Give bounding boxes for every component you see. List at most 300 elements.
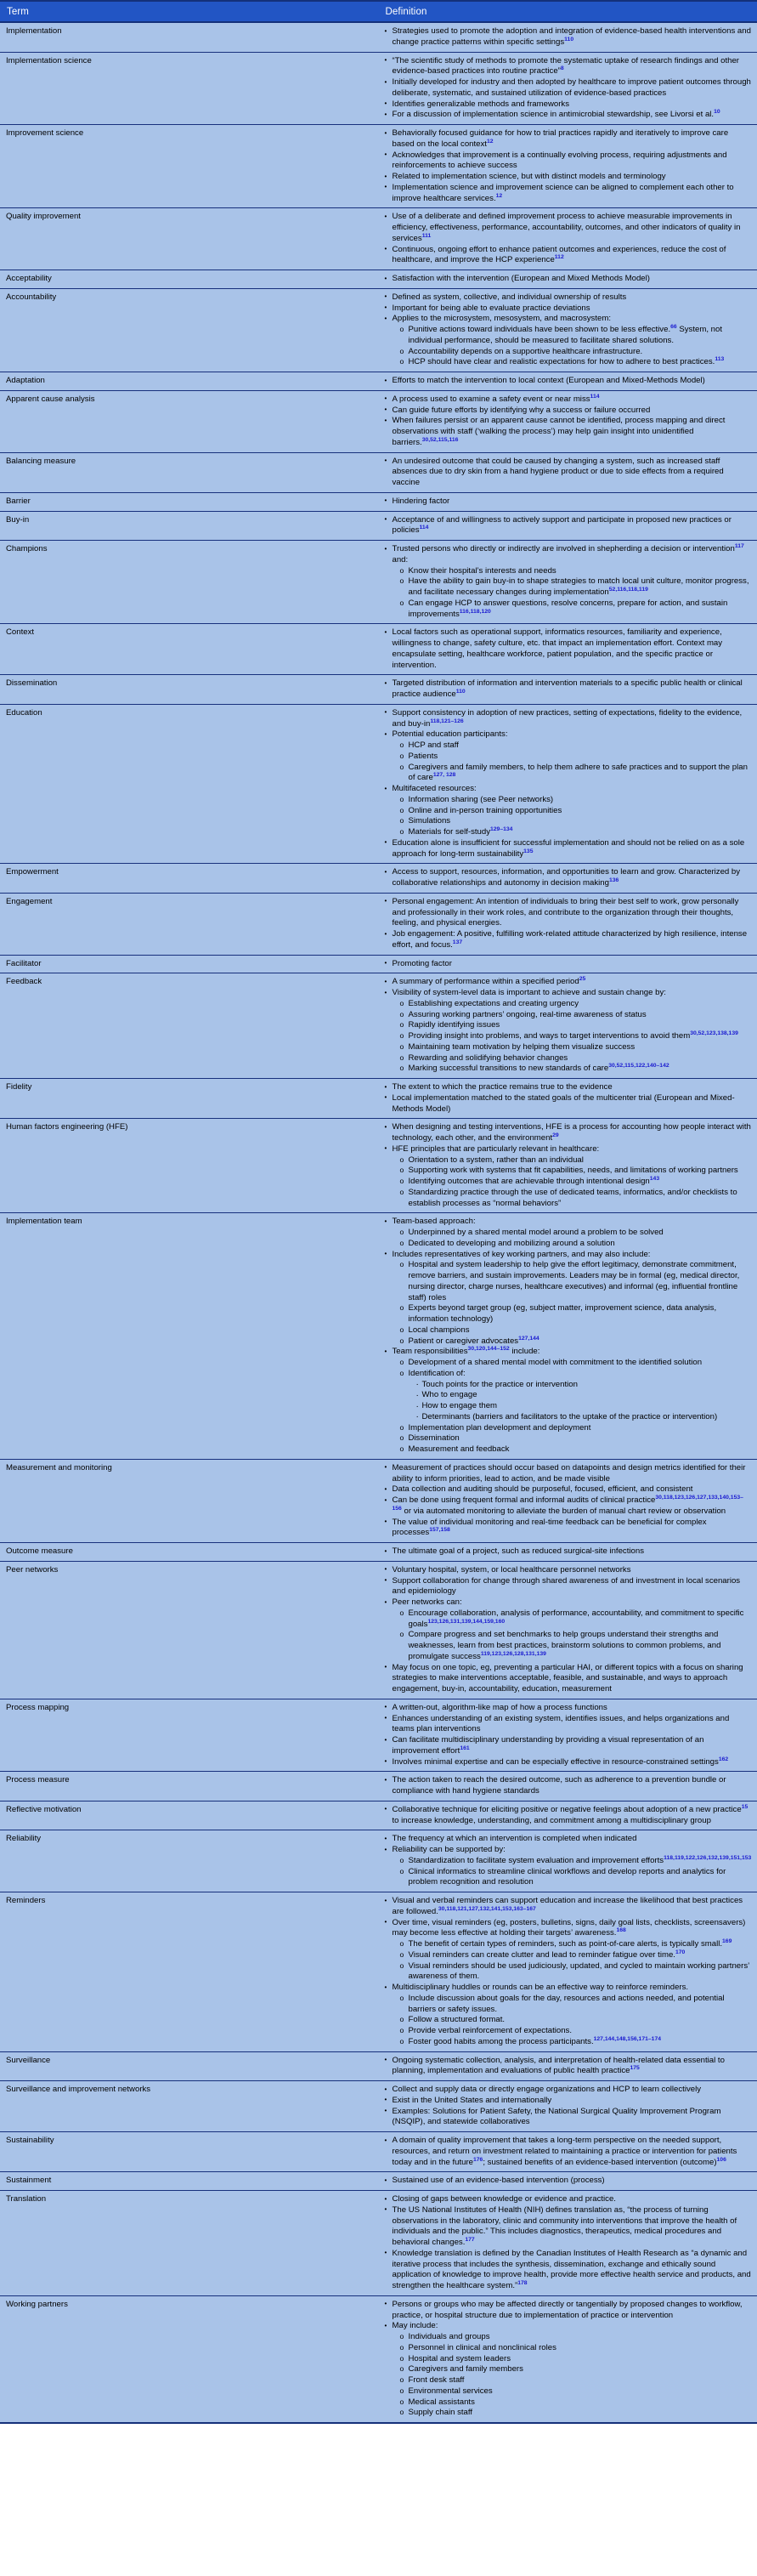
reference-superscript: 111 [421, 232, 432, 239]
definition-list [385, 292, 753, 368]
table-row [0, 2172, 757, 2191]
bullet-text-continued: include: [509, 1347, 540, 1357]
reference-superscript: 127,144 [518, 1335, 540, 1342]
definition-sublist [400, 1358, 753, 1455]
table-row [0, 125, 757, 208]
definition-bullet [385, 1845, 753, 1888]
reference-superscript: 12 [486, 138, 494, 145]
bullet-text: Punitive actions toward individuals have been shown to be less effective. [408, 325, 671, 334]
definition-bullet [385, 2085, 753, 2096]
bullet-text: Team-based approach: [392, 1217, 476, 1227]
bullet-text: Identification of: [408, 1368, 466, 1378]
definition-cell [379, 452, 757, 492]
definition-bullet [385, 1144, 753, 1210]
definition-list [385, 212, 753, 266]
term-cell [0, 52, 379, 125]
term-label: Human factors engineering (HFE) [6, 1122, 128, 1132]
term-cell [0, 390, 379, 452]
term-cell [0, 1561, 379, 1699]
reference-superscript: 12 [495, 192, 503, 199]
definition-bullet [385, 212, 753, 244]
definition-bullet [400, 1064, 753, 1075]
definition-list [385, 544, 753, 620]
reference-superscript: 30,118,121,127,132,141,153,163–167 [438, 1905, 536, 1912]
definition-sublist [400, 325, 753, 368]
table-row [0, 270, 757, 289]
definition-bullet [400, 999, 753, 1010]
definition-bullet [385, 150, 753, 173]
term-cell [0, 1699, 379, 1772]
bullet-text: The value of individual monitoring and real-time feedback can be beneficial for complex processes [392, 1517, 707, 1538]
definition-cell [379, 2295, 757, 2423]
bullet-text: The action taken to reach the desired outcome, such as adherence to a prevention bundle or compliance with hand hygiene standards [392, 1775, 726, 1796]
bullet-text: For a discussion of implementation science in antimicrobial stewardship, see Livorsi et al. [392, 110, 715, 120]
bullet-text: Can facilitate multidisciplinary understanding by providing a visual representation of an improvement effort [392, 1735, 704, 1756]
term-label: Sustainability [6, 2136, 54, 2145]
term-label: Quality improvement [6, 212, 81, 222]
bullet-text: Individuals and groups [408, 2332, 490, 2341]
bullet-text: Personnel in clinical and nonclinical roles [408, 2342, 556, 2352]
term-label: Balancing measure [6, 456, 76, 466]
bullet-text: Acknowledges that improvement is a continually evolving process, requiring adjustments and reinforcements to achieve success [392, 150, 727, 171]
definition-bullet [415, 1380, 753, 1391]
bullet-text: A process used to examine a safety event or near miss [392, 394, 590, 404]
bullet-text: Local champions [408, 1325, 470, 1335]
definition-list [385, 2085, 753, 2128]
table-row [0, 52, 757, 125]
bullet-text: Support consistency in adoption of new practices, setting of expectations, fidelity to the evidence, and buy-in [392, 707, 743, 729]
definition-bullet [400, 1177, 753, 1188]
definition-list [385, 376, 753, 387]
definition-bullet [400, 1630, 753, 1662]
bullet-text: The extent to which the practice remains true to the evidence [392, 1082, 613, 1092]
term-label: Implementation [6, 26, 62, 36]
term-cell [0, 541, 379, 624]
definition-bullet [385, 1576, 753, 1598]
bullet-text: Personal engagement: An intention of individuals to bring their best self to work, grow personally and professionally in their work roles, and contribute to the organization through their thoughts, feeling, and physical energies. [392, 896, 739, 928]
table-body [0, 22, 757, 2423]
bullet-text: The benefit of certain types of reminders, such as point-of-care alerts, is typically small. [408, 1939, 723, 1949]
definition-cell [379, 492, 757, 511]
definition-cell [379, 125, 757, 208]
definition-cell [379, 2081, 757, 2132]
definition-bullet [400, 1166, 753, 1177]
definition-cell [379, 1892, 757, 2052]
bullet-text: Involves minimal expertise and can be especially effective in resource-constrained settings [392, 1756, 719, 1767]
term-cell [0, 288, 379, 372]
reference-superscript: 8 [560, 65, 564, 72]
reference-superscript: 123,126,131,139,144,159,160 [427, 1618, 506, 1625]
bullet-text: Visual reminders should be used judiciously, updated, and cycled to maintain working partners’ awareness of them. [408, 1960, 749, 1982]
definition-bullet [385, 988, 753, 1075]
reference-superscript: 178 [517, 2279, 528, 2286]
definition-sublist [400, 1260, 753, 1347]
bullet-text: Related to implementation science, but with distinct models and terminology [392, 172, 666, 181]
definition-bullet [385, 406, 753, 417]
bullet-text: Sustained use of an evidence-based intervention (process) [392, 2176, 605, 2186]
definition-bullet [400, 795, 753, 806]
term-label: Implementation science [6, 55, 92, 65]
table-row [0, 675, 757, 705]
definition-bullet [385, 183, 753, 205]
bullet-text: Implementation science and improvement science can be aligned to complement each other to improve healthcare services. [392, 182, 734, 203]
definition-bullet [385, 708, 753, 730]
bullet-text: Important for being able to evaluate practice deviations [392, 303, 590, 313]
table-row [0, 541, 757, 624]
definition-cell [379, 624, 757, 675]
reference-superscript: 127, 128 [432, 772, 456, 779]
bullet-text: Accountability depends on a supportive healthcare infrastructure. [408, 346, 643, 356]
bullet-text: Experts beyond target group (eg, subject matter, improvement science, data analysis, information technology) [408, 1303, 717, 1324]
definition-bullet [400, 1042, 753, 1053]
definition-list [385, 1217, 753, 1455]
reference-superscript: 25 [579, 976, 586, 983]
term-label: Acceptability [6, 274, 52, 283]
term-label: Reliability [6, 1834, 42, 1844]
definition-bullet [400, 1053, 753, 1064]
term-cell [0, 675, 379, 705]
definition-bullet [400, 2026, 753, 2037]
bullet-text: Compare progress and set benchmarks to help groups understand their strengths and weaknesses, learn from best practices, brainstorm solutions to common problems, and promulgate success [408, 1630, 721, 1661]
bullet-text-continued: or via automated monitoring to alleviate the burden of manual chart review or observation [401, 1506, 726, 1516]
bullet-text: Measurement of practices should occur based on datapoints and design metrics identified for their ability to inform priorities, lead to action, and be made visible [392, 1462, 746, 1484]
definition-list [385, 1703, 753, 1768]
term-cell [0, 2081, 379, 2132]
definition-list [385, 897, 753, 951]
term-cell [0, 492, 379, 511]
definition-bullet [385, 1597, 753, 1663]
term-label: Sustainment [6, 2176, 52, 2186]
table-row [0, 1561, 757, 1699]
reference-superscript: 30,118,123,126,127,133,140,153–156 [392, 1494, 743, 1512]
bullet-text: Supply chain staff [408, 2408, 473, 2418]
bullet-text: A domain of quality improvement that takes a long-term perspective on the needed support, resources, and return on investment related to maintaining a practice or intervention for patients today and in the future [392, 2136, 737, 2167]
reference-superscript: 106 [716, 2156, 726, 2163]
term-label: Facilitator [6, 958, 42, 968]
reference-superscript: 112 [554, 254, 564, 261]
definition-list [385, 977, 753, 1075]
bullet-text: Hospital and system leadership to help give the effort legitimacy, demonstrate commitment, remove barriers, and sustain improvements. Leaders may be in formal (eg, medical director, nursing director, charge nurses, healthcare executives) and informal (eg, influential frontline staff) roles [408, 1260, 740, 1302]
table-row [0, 624, 757, 675]
definition-bullet [385, 867, 753, 889]
definition-bullet [400, 752, 753, 763]
bullet-text: The frequency at which an intervention is completed when indicated [392, 1834, 637, 1844]
table-row [0, 2051, 757, 2081]
term-label: Reflective motivation [6, 1804, 82, 1814]
definition-bullet [400, 2015, 753, 2026]
term-label: Implementation team [6, 1217, 82, 1227]
definition-bullet [385, 2176, 753, 2187]
definition-bullet [400, 1325, 753, 1336]
bullet-text: When designing and testing interventions, HFE is a process for accounting how people interact with technology, each other, and the environment [392, 1122, 751, 1143]
definition-list [385, 496, 753, 508]
definition-bullet [400, 1303, 753, 1325]
definition-cell [379, 270, 757, 289]
definition-cell [379, 973, 757, 1079]
definition-sublist [400, 1994, 753, 2048]
definition-bullet [385, 1463, 753, 1485]
bullet-text: Patient or caregiver advocates [408, 1336, 519, 1346]
definition-bullet [400, 566, 753, 577]
definition-bullet [400, 827, 753, 838]
bullet-text: Implementation plan development and deployment [408, 1422, 591, 1433]
definition-bullet [385, 627, 753, 671]
term-label: Dissemination [6, 678, 58, 689]
definition-bullet [400, 1260, 753, 1303]
definition-sublist [400, 1155, 753, 1210]
definition-sublist [400, 1609, 753, 1663]
definition-cell [379, 390, 757, 452]
definition-bullet [415, 1401, 753, 1412]
bullet-text: Visual reminders can create clutter and lead to reminder fatigue over time. [408, 1949, 675, 1960]
term-cell [0, 1543, 379, 1562]
definition-list [385, 1834, 753, 1888]
bullet-text: Orientation to a system, rather than an individual [408, 1155, 584, 1165]
term-label: Adaptation [6, 376, 45, 385]
bullet-text: Visual and verbal reminders can support education and increase the likelihood that best practices are followed. [392, 1896, 743, 1916]
bullet-text: Know their hospital’s interests and needs [408, 565, 556, 576]
reference-superscript: 117 [734, 542, 744, 549]
definition-list [385, 274, 753, 285]
term-cell [0, 22, 379, 52]
definition-bullet [400, 1188, 753, 1210]
definition-bullet [400, 1939, 753, 1950]
bullet-text: Acceptance of and willingness to actively support and participate in proposed new practices or policies [392, 514, 732, 536]
definition-list [385, 1546, 753, 1558]
definition-bullet [400, 1336, 753, 1348]
bullet-text: Team responsibilities [392, 1347, 468, 1357]
definition-list [385, 627, 753, 671]
bullet-text: An undesired outcome that could be caused by changing a system, such as increased staff absences due to dry skin from a hand hygiene product or due to side effects from a required vaccine [392, 456, 724, 487]
reference-superscript: 129–134 [490, 826, 513, 832]
definition-bullet [385, 2107, 753, 2129]
bullet-text-continued: ; sustained benefits of an evidence-based intervention (outcome) [483, 2157, 717, 2167]
definition-bullet [385, 110, 753, 121]
bullet-text: Support collaboration for change through shared awareness of and investment in local scenarios and epidemiology [392, 1575, 741, 1597]
definition-bullet [385, 897, 753, 929]
table-row [0, 1772, 757, 1801]
bullet-text: Efforts to match the intervention to local context (European and Mixed-Methods Model) [392, 376, 705, 385]
definition-bullet [400, 816, 753, 827]
reference-superscript: 136 [608, 877, 619, 883]
reference-superscript: 15 [741, 1803, 749, 1810]
bullet-text: Visibility of system-level data is important to achieve and sustain change by: [392, 988, 666, 997]
definition-bullet [385, 172, 753, 183]
definition-bullet [385, 977, 753, 988]
definition-bullet [400, 1961, 753, 1983]
definition-bullet [385, 2096, 753, 2107]
definition-bullet [385, 1805, 753, 1827]
term-cell [0, 1892, 379, 2052]
bullet-text: Identifies generalizable methods and frameworks [392, 99, 570, 109]
definition-bullet [385, 1735, 753, 1757]
definition-bullet [400, 1369, 753, 1423]
definition-bullet [385, 1250, 753, 1348]
term-label: Empowerment [6, 867, 59, 877]
bullet-text: Who to engage [421, 1390, 477, 1400]
table-row [0, 2191, 757, 2296]
bullet-text: Peer networks can: [392, 1597, 462, 1607]
definition-bullet [385, 2249, 753, 2292]
header-row [0, 1, 757, 22]
definition-list [385, 26, 753, 48]
definition-list [385, 1775, 753, 1797]
definition-bullet [385, 678, 753, 701]
table-row [0, 372, 757, 391]
reference-superscript: 127,144,148,156,171–174 [593, 2035, 662, 2042]
bullet-text: Collaborative technique for eliciting positive or negative feelings about adoption of a new practice [392, 1804, 742, 1814]
definition-list [385, 1565, 753, 1695]
bullet-text: Collect and supply data or directly engage organizations and HCP to learn collectively [392, 2085, 702, 2094]
bullet-text: Dissemination [408, 1433, 460, 1444]
bullet-text: Medical assistants [408, 2397, 475, 2407]
definition-cell [379, 541, 757, 624]
definition-bullet [400, 1609, 753, 1631]
term-cell [0, 893, 379, 955]
definition-bullet [400, 2386, 753, 2397]
bullet-text: Strategies used to promote the adoption and integration of evidence-based health interventions and change practice patterns within specific settings [392, 26, 751, 47]
bullet-text: Satisfaction with the intervention (European and Mixed Methods Model) [392, 274, 650, 283]
reference-superscript: 143 [649, 1175, 660, 1182]
table-row [0, 1119, 757, 1213]
definition-cell [379, 864, 757, 894]
definition-cell [379, 1801, 757, 1830]
bullet-text: Data collection and auditing should be purposeful, focused, efficient, and consistent [392, 1484, 693, 1495]
reference-superscript: 114 [590, 393, 600, 400]
table-row [0, 22, 757, 52]
bullet-text: Can guide future efforts by identifying why a success or failure occurred [392, 405, 651, 415]
definition-bullet [400, 1950, 753, 1961]
definition-bullet [385, 2205, 753, 2249]
table-row [0, 390, 757, 452]
bullet-text: May include: [392, 2321, 438, 2331]
definition-cell [379, 2051, 757, 2081]
definition-bullet [385, 304, 753, 315]
definition-bullet [385, 2056, 753, 2078]
table-row [0, 2295, 757, 2423]
bullet-text: May focus on one topic, eg, preventing a particular HAI, or different topics with a focus on sharing strategies to make interventions acceptable, feasible, and sustainable, and ways to approach engagement, buy-in, accountability, education, measurement [392, 1662, 743, 1694]
bullet-text: Promoting factor [392, 958, 452, 968]
bullet-text: Multifaceted resources: [392, 784, 477, 793]
bullet-text: Marking successful transitions to new standards of care [408, 1064, 609, 1074]
definition-bullet [385, 26, 753, 48]
bullet-text: Continuous, ongoing effort to enhance patient outcomes and experiences, reduce the cost of healthcare, and improve the HCP experience [392, 244, 726, 265]
definition-list [385, 1896, 753, 2048]
definition-cell [379, 1543, 757, 1562]
definition-sublist [400, 1939, 753, 1983]
reference-superscript: 175 [630, 2065, 640, 2072]
term-cell [0, 125, 379, 208]
bullet-text: Encourage collaboration, analysis of performance, accountability, and commitment to specific goals [408, 1608, 744, 1629]
definition-bullet [400, 806, 753, 817]
definition-bullet [400, 325, 753, 347]
reference-superscript: 162 [718, 1756, 729, 1762]
term-cell [0, 208, 379, 270]
definition-bullet [400, 1155, 753, 1166]
bullet-text: Simulations [408, 816, 451, 826]
definition-sublist [400, 1856, 753, 1888]
bullet-text: When failures persist or an apparent cause cannot be identified, process mapping and direct observations with staff (‘walking the process’) may help gain insight into unidentified barriers. [392, 416, 726, 447]
definition-list [385, 2136, 753, 2168]
bullet-text: Development of a shared mental model with commitment to the identified solution [408, 1358, 703, 1367]
bullet-text: Caregivers and family members, to help them adhere to safe practices and to support the plan of care [408, 762, 748, 783]
bullet-text: Persons or groups who may be affected directly or tangentially by proposed changes to workflow, practice, or hospital structure due to implementation of practice or intervention [392, 2299, 743, 2320]
term-label: Surveillance [6, 2055, 51, 2065]
definition-bullet [385, 1495, 753, 1518]
definition-list [385, 2300, 753, 2419]
definition-cell [379, 1772, 757, 1801]
definition-cell [379, 2191, 757, 2296]
table-header [0, 1, 757, 22]
reference-superscript: 177 [465, 2236, 475, 2243]
bullet-text: Include discussion about goals for the day, resources and actions needed, and potential barriers or safety issues. [408, 1993, 725, 2014]
reference-superscript: 119,123,126,128,131,139 [480, 1650, 546, 1657]
definition-cell [379, 52, 757, 125]
definition-list [385, 678, 753, 701]
term-label: Barrier [6, 496, 31, 506]
definition-bullet [385, 1518, 753, 1540]
term-cell [0, 1830, 379, 1892]
bullet-text: Providing insight into problems, and ways to target interventions to avoid them [408, 1031, 691, 1041]
reference-superscript: 135 [523, 848, 534, 854]
definition-cell [379, 675, 757, 705]
term-cell [0, 452, 379, 492]
definition-bullet [385, 496, 753, 508]
table-row [0, 2132, 757, 2172]
definition-bullet [400, 1433, 753, 1444]
term-cell [0, 270, 379, 289]
bullet-text: Maintaining team motivation by helping them visualize success [408, 1041, 636, 1052]
table-row [0, 955, 757, 973]
term-cell [0, 1459, 379, 1542]
definition-bullet [400, 2343, 753, 2354]
table-row [0, 864, 757, 894]
definition-bullet [400, 1228, 753, 1239]
definition-bullet [385, 314, 753, 368]
term-label: Education [6, 707, 42, 718]
definition-sublist [400, 566, 753, 621]
table-row [0, 288, 757, 372]
table-row [0, 1459, 757, 1542]
term-label: Reminders [6, 1896, 46, 1905]
bullet-text: Voluntary hospital, system, or local healthcare personnel networks [392, 1564, 631, 1575]
bullet-text: Over time, visual reminders (eg, posters, bulletins, signs, daily goal lists, checklists, screensavers) may become less effective at holding their targets’ awareness. [392, 1917, 746, 1938]
definition-list [385, 2194, 753, 2292]
definition-list [385, 394, 753, 449]
definition-cell [379, 893, 757, 955]
term-label: Peer networks [6, 1564, 59, 1575]
bullet-text: Caregivers and family members [408, 2364, 523, 2375]
bullet-text: Dedicated to developing and mobilizing around a solution [408, 1238, 615, 1248]
definition-bullet [400, 2375, 753, 2386]
definition-bullet [400, 1010, 753, 1021]
definition-bullet [415, 1390, 753, 1401]
definition-subsublist [415, 1380, 753, 1423]
definition-list [385, 2176, 753, 2187]
bullet-text: Hospital and system leaders [408, 2353, 511, 2363]
term-label: Feedback [6, 977, 42, 987]
definition-cell [379, 288, 757, 372]
bullet-text: Assuring working partners’ ongoing, real-time awareness of status [408, 1009, 647, 1019]
bullet-text-continued: and: [392, 554, 409, 565]
definition-list [385, 1805, 753, 1827]
definition-bullet [400, 2354, 753, 2365]
bullet-text-continued: System, not individual performance, should be measured to facilitate shared solutions. [408, 325, 722, 345]
definition-bullet [385, 544, 753, 620]
definition-bullet [385, 784, 753, 838]
definition-bullet [400, 2408, 753, 2419]
bullet-text: Exist in the United States and internationally [392, 2095, 552, 2105]
